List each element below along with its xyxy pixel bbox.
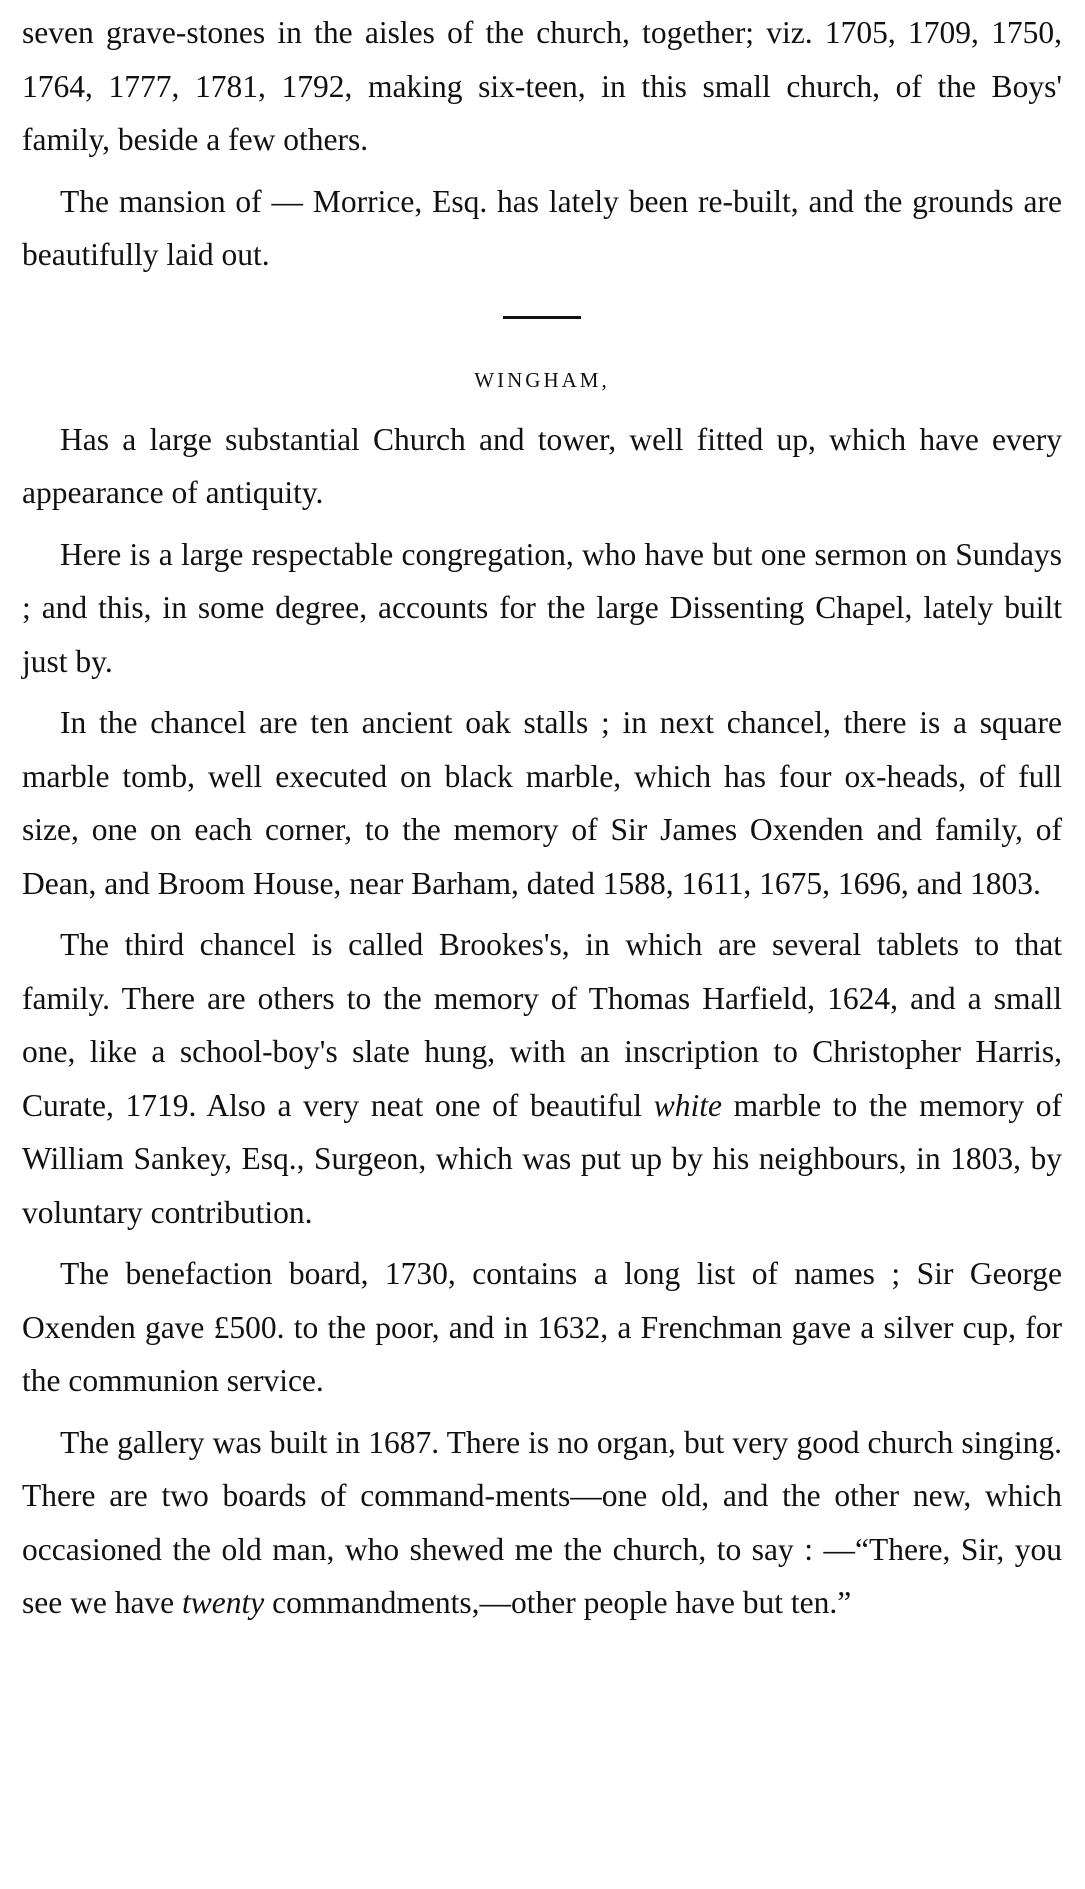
gallery-text-b: commandments,—other people have but ten.” xyxy=(264,1585,852,1620)
continuation-paragraph: seven grave-stones in the aisles of the church, together; viz. 1705, 1709, 1750, 1764, 1777, 1781, 1792, making six-teen, in this small church, of the Boys' family, beside a few others. xyxy=(22,15,1062,157)
gallery-paragraph xyxy=(22,1416,1062,1630)
benefaction-paragraph: The benefaction board, 1730, contains a long list of names ; Sir George Oxenden gave £500. to the poor, and in 1632, a Frenchman gave a silver cup, for the communion service. xyxy=(22,1256,1062,1398)
chancel-paragraph: In the chancel are ten ancient oak stalls ; in next chancel, there is a square marble tomb, well executed on black marble, which has four ox-heads, of full size, one on each corner, to the memory of Sir James Oxenden and family, of Dean, and Broom House, near Barham, dated 1588, 1611, 1675, 1696, and 1803. xyxy=(22,705,1062,901)
brookes-paragraph xyxy=(22,918,1062,1239)
gallery-italic-word: twenty xyxy=(182,1585,265,1620)
brookes-text-a: The third chancel is called Brookes's, in which are several tablets to that family. There are others to the memory of Thomas Harfield, 1624, and a small one, like a school-boy's slate hung, with an inscription to Christopher Harris, Curate, 1719. Also a very neat one of beautiful xyxy=(22,927,1062,1123)
brookes-text-b: marble to the memory of William Sankey, Esq., Surgeon, which was put up by his neighbours, in 1803, by voluntary contribution. xyxy=(22,1087,1062,1230)
morrice-paragraph: The mansion of — Morrice, Esq. has lately been re-built, and the grounds are beautifully laid out. xyxy=(22,183,1062,272)
church-paragraph: Has a large substantial Church and tower, well fitted up, which have every appearance of antiquity. xyxy=(22,421,1062,510)
book-page xyxy=(22,6,1062,1638)
congregation-paragraph: Here is a large respectable congregation, who have but one sermon on Sundays ; and this, in some degree, accounts for the large Dissenting Chapel, lately built just by. xyxy=(22,536,1062,679)
gallery-text-a: The gallery was built in 1687. There is no organ, but very good church singing. There are two boards of command-ments—one old, and the other new, which occasioned the old man, who shewed me the church, to say : —“There, Sir, you see we have xyxy=(22,1424,1062,1620)
section-heading: WINGHAM, xyxy=(474,367,610,392)
section-divider xyxy=(503,316,581,319)
brookes-italic-word: white xyxy=(653,1087,722,1123)
